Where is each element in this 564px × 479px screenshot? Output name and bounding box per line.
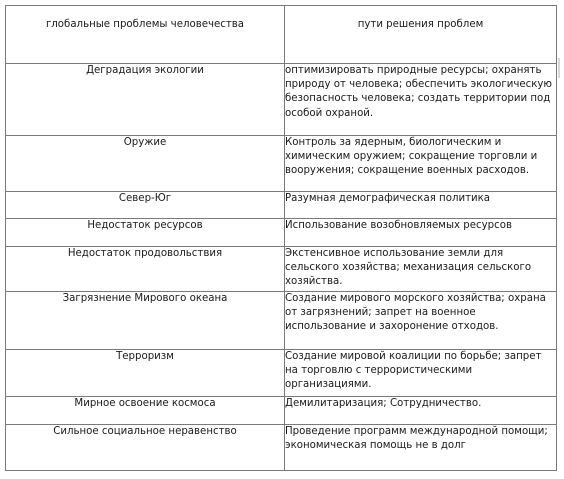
solution-cell: оптимизировать природные ресурсы; охранять природу от человека; обеспечить экологическую безопасность человека; создать территории под особой охраной.: [285, 64, 557, 136]
table-row: [6, 397, 557, 425]
solution-cell: Разумная демографическая политика: [285, 192, 557, 219]
table-row: [6, 247, 557, 292]
problem-cell: Недостаток продовольствия: [6, 247, 285, 292]
table-row: [6, 350, 557, 397]
solution-cell: Использование возобновляемых ресурсов: [285, 219, 557, 247]
table-header-row: [6, 6, 557, 64]
scroll-marker: [558, 58, 560, 78]
problem-cell: Север-Юг: [6, 192, 285, 219]
solution-cell: Создание мировой коалиции по борьбе; запрет на торговлю с террористическими организациями.: [285, 350, 557, 397]
table-row: [6, 219, 557, 247]
problem-cell: Загрязнение Мирового океана: [6, 292, 285, 350]
header-solutions: пути решения проблем: [285, 6, 557, 64]
table-row: [6, 425, 557, 471]
solution-cell: Экстенсивное использование земли для сельского хозяйства; механизация сельского хозяйства.: [285, 247, 557, 292]
problem-cell: Оружие: [6, 136, 285, 192]
table-row: [6, 136, 557, 192]
table-row: [6, 292, 557, 350]
header-problems: глобальные проблемы человечества: [6, 6, 285, 64]
problems-table: [5, 5, 557, 471]
solution-cell: Проведение программ международной помощи; экономическая помощь не в долг: [285, 425, 557, 471]
problem-cell: Сильное социальное неравенство: [6, 425, 285, 471]
solution-cell: Создание мирового морского хозяйства; охрана от загрязнений; запрет на военное использование и захоронение отходов.: [285, 292, 557, 350]
problem-cell: Терроризм: [6, 350, 285, 397]
problem-cell: Недостаток ресурсов: [6, 219, 285, 247]
table-row: [6, 64, 557, 136]
problem-cell: Деградация экологии: [6, 64, 285, 136]
solution-cell: Демилитаризация; Сотрудничество.: [285, 397, 557, 425]
table-row: [6, 192, 557, 219]
solution-cell: Контроль за ядерным, биологическим и химическим оружием; сокращение торговли и вооружения; сокращение военных расходов.: [285, 136, 557, 192]
problem-cell: Мирное освоение космоса: [6, 397, 285, 425]
